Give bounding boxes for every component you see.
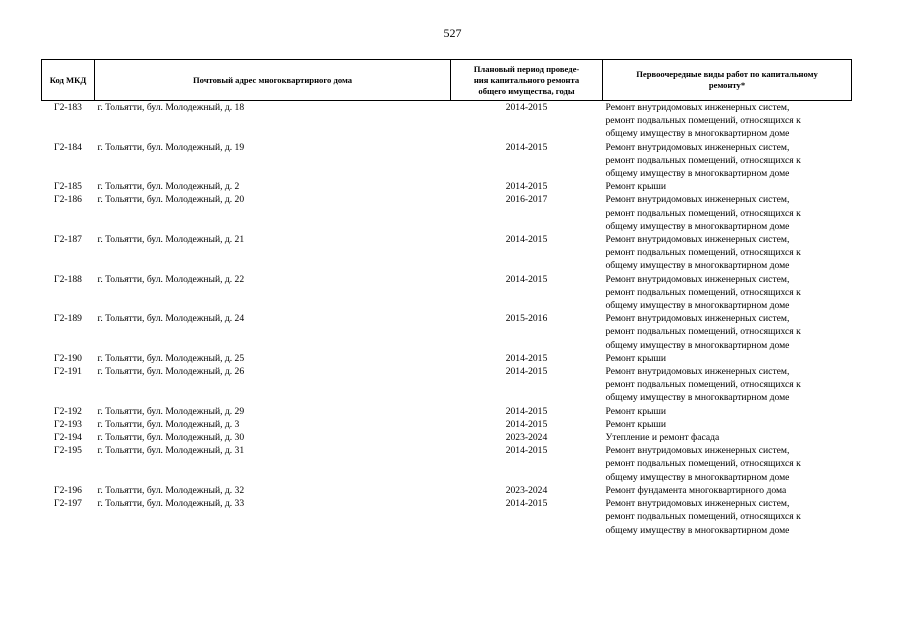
cell-works (603, 273, 852, 313)
cell-address: г. Тольятти, бул. Молодежный, д. 3 (97, 418, 240, 430)
cell-period: 2014-2015 (505, 234, 548, 246)
registry-table (41, 59, 852, 537)
cell-address: г. Тольятти, бул. Молодежный, д. 29 (97, 405, 245, 417)
work-line: ремонт подвальных помещений, относящихся к (605, 458, 801, 470)
table-body (42, 101, 852, 537)
cell-works (603, 431, 852, 444)
header-code: Код МКД (42, 60, 95, 101)
header-period-line: ния капитального ремонта (473, 74, 580, 85)
work-line: Ремонт внутридомовых инженерных систем, (605, 102, 790, 113)
cell-address: г. Тольятти, бул. Молодежный, д. 32 (97, 484, 245, 496)
cell-works (603, 352, 852, 365)
cell-code: Г2-189 (54, 313, 82, 325)
work-line: ремонт подвальных помещений, относящихся к (605, 286, 801, 298)
work-line: общему имуществу в многоквартирном доме (605, 524, 790, 536)
cell-works (603, 233, 852, 273)
cell-period: 2014-2015 (505, 445, 548, 457)
work-line: ремонт подвальных помещений, относящихся к (605, 207, 801, 219)
work-line: Утепление и ремонт фасада (605, 432, 720, 444)
header-period (451, 60, 603, 101)
table-row (42, 444, 852, 484)
work-line: общему имуществу в многоквартирном доме (605, 339, 790, 351)
cell-code: Г2-190 (54, 352, 82, 364)
work-line: общему имуществу в многоквартирном доме (605, 300, 790, 312)
work-line: Ремонт внутридомовых инженерных систем, (605, 498, 790, 510)
table-row (42, 273, 852, 313)
cell-address: г. Тольятти, бул. Молодежный, д. 18 (97, 102, 245, 113)
header-works-line: Первоочередные виды работ по капитальному (636, 69, 818, 79)
work-line: ремонт подвальных помещений, относящихся к (605, 379, 801, 391)
cell-works (603, 312, 852, 352)
cell-address: г. Тольятти, бул. Молодежный, д. 25 (97, 352, 245, 364)
cell-period: 2023-2024 (505, 484, 548, 496)
cell-period: 2014-2015 (505, 418, 548, 430)
cell-code: Г2-196 (54, 484, 82, 496)
header-works-line: ремонту* (708, 80, 746, 90)
table-row (42, 141, 852, 181)
cell-address: г. Тольятти, бул. Молодежный, д. 20 (97, 194, 245, 206)
work-line: ремонт подвальных помещений, относящихся к (605, 511, 801, 523)
work-line: общему имуществу в многоквартирном доме (605, 260, 790, 272)
table-row (42, 418, 852, 431)
table-row (42, 484, 852, 497)
work-line: Ремонт внутридомовых инженерных систем, (605, 141, 790, 153)
table-row (42, 431, 852, 444)
work-line: Ремонт крыши (605, 405, 666, 417)
cell-address: г. Тольятти, бул. Молодежный, д. 19 (97, 141, 245, 153)
work-line: Ремонт внутридомовых инженерных систем, (605, 366, 790, 378)
cell-period: 2014-2015 (505, 141, 548, 153)
header-works (603, 60, 852, 101)
cell-code: Г2-195 (54, 445, 82, 457)
work-line: Ремонт внутридомовых инженерных систем, (605, 273, 790, 285)
cell-address: г. Тольятти, бул. Молодежный, д. 30 (97, 432, 245, 444)
header-address: Почтовый адрес многоквартирного дома (95, 60, 451, 101)
table-row (42, 101, 852, 141)
header-period-line: общего имущества, годы (478, 85, 575, 96)
work-line: Ремонт внутридомовых инженерных систем, (605, 234, 790, 246)
cell-code: Г2-185 (54, 181, 82, 193)
header-row (42, 60, 852, 101)
work-line: ремонт подвальных помещений, относящихся к (605, 154, 801, 166)
cell-period: 2014-2015 (505, 405, 548, 417)
cell-works (603, 365, 852, 405)
cell-code: Г2-197 (54, 498, 82, 510)
cell-code: Г2-188 (54, 273, 82, 285)
table-row (42, 193, 852, 233)
table-row (42, 497, 852, 537)
cell-works (603, 101, 852, 141)
work-line: Ремонт внутридомовых инженерных систем, (605, 194, 790, 206)
cell-works (603, 497, 852, 537)
cell-code: Г2-184 (54, 141, 82, 153)
cell-code: Г2-193 (54, 418, 82, 430)
cell-address: г. Тольятти, бул. Молодежный, д. 26 (97, 366, 245, 378)
cell-code: Г2-192 (54, 405, 82, 417)
table-header (42, 60, 852, 101)
cell-address: г. Тольятти, бул. Молодежный, д. 2 (97, 181, 240, 193)
cell-code: Г2-191 (54, 366, 82, 378)
cell-code: Г2-183 (54, 102, 82, 113)
cell-works (603, 141, 852, 181)
table-row (42, 365, 852, 405)
work-line: общему имуществу в многоквартирном доме (605, 392, 790, 404)
header-period-line: Плановый период проведе- (473, 63, 580, 74)
cell-period: 2014-2015 (505, 102, 548, 113)
table-row (42, 352, 852, 365)
cell-period: 2014-2015 (505, 352, 548, 364)
table-row (42, 405, 852, 418)
cell-works (603, 418, 852, 431)
cell-period: 2014-2015 (505, 273, 548, 285)
work-line: Ремонт крыши (605, 418, 666, 430)
cell-period: 2023-2024 (505, 432, 548, 444)
cell-period: 2014-2015 (505, 366, 548, 378)
work-line: общему имуществу в многоквартирном доме (605, 220, 790, 232)
work-line: Ремонт крыши (605, 181, 666, 193)
cell-works (603, 193, 852, 233)
cell-period: 2015-2016 (505, 313, 548, 325)
cell-period: 2016-2017 (505, 194, 548, 206)
cell-period: 2014-2015 (505, 181, 548, 193)
page-number: 527 (443, 26, 462, 40)
work-line: Ремонт крыши (605, 352, 666, 364)
cell-works (603, 484, 852, 497)
cell-works (603, 180, 852, 193)
cell-works (603, 444, 852, 484)
cell-address: г. Тольятти, бул. Молодежный, д. 33 (97, 498, 245, 510)
work-line: общему имуществу в многоквартирном доме (605, 128, 790, 140)
table-row (42, 233, 852, 273)
cell-address: г. Тольятти, бул. Молодежный, д. 24 (97, 313, 245, 325)
table-row (42, 312, 852, 352)
cell-period: 2014-2015 (505, 498, 548, 510)
cell-code: Г2-187 (54, 234, 82, 246)
work-line: ремонт подвальных помещений, относящихся к (605, 115, 801, 127)
work-line: общему имуществу в многоквартирном доме (605, 471, 790, 483)
work-line: Ремонт фундамента многоквартирного дома (605, 484, 787, 496)
work-line: общему имуществу в многоквартирном доме (605, 168, 790, 180)
cell-address: г. Тольятти, бул. Молодежный, д. 21 (97, 234, 245, 246)
cell-code: Г2-186 (54, 194, 82, 206)
cell-works (603, 405, 852, 418)
work-line: ремонт подвальных помещений, относящихся к (605, 326, 801, 338)
cell-code: Г2-194 (54, 432, 82, 444)
table-row (42, 180, 852, 193)
work-line: ремонт подвальных помещений, относящихся к (605, 247, 801, 259)
cell-address: г. Тольятти, бул. Молодежный, д. 31 (97, 445, 245, 457)
work-line: Ремонт внутридомовых инженерных систем, (605, 445, 790, 457)
cell-address: г. Тольятти, бул. Молодежный, д. 22 (97, 273, 245, 285)
work-line: Ремонт внутридомовых инженерных систем, (605, 313, 790, 325)
